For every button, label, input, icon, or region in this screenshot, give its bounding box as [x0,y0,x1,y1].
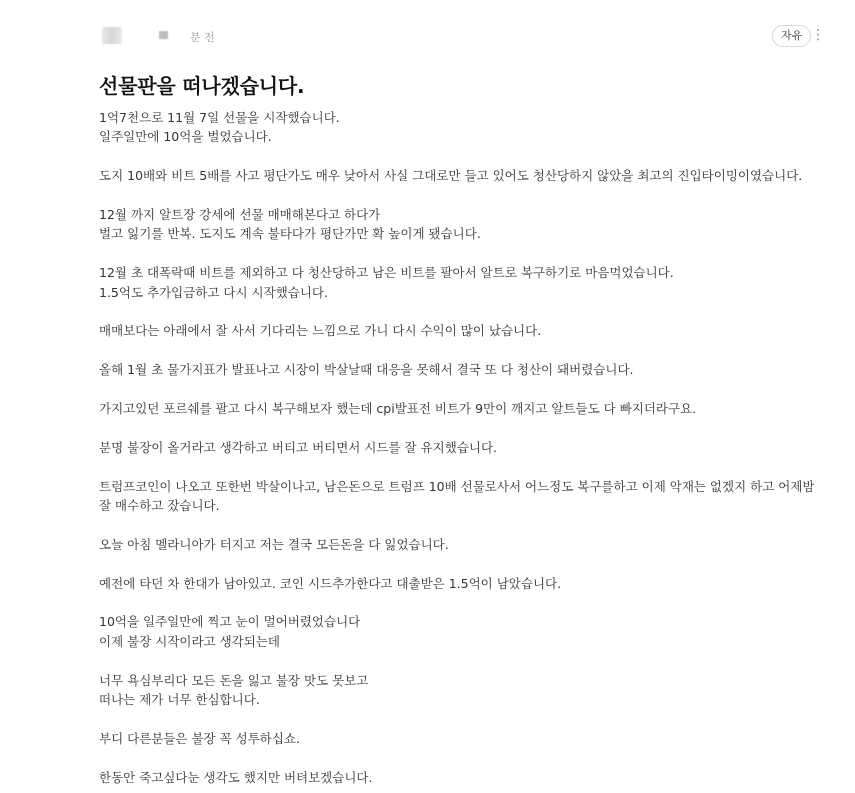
paragraph-gap [99,418,823,437]
body-line: 벌고 잃기를 반복. 도지도 계속 불타다가 평단가만 확 높이게 됐습니다. [99,226,481,242]
paragraph-gap [99,147,823,166]
body-line: 트럼프코인이 나오고 또한번 박살이나고, 남은돈으로 트럼프 10배 선물로사서 어느정도 복구를하고 이제 악재는 없겠지 하고 어제밤 잘 매수하고 잤습니다. [99,478,815,513]
paragraph-gap [99,651,823,670]
paragraph-gap [99,709,823,728]
paragraph-gap [99,515,823,534]
body-line: 1억7천으로 11월 7일 선물을 시작했습니다. [99,110,340,125]
category-tag[interactable]: 자유 [772,25,811,47]
post-header [0,0,855,60]
paragraph-gap [99,302,823,321]
body-line: 오늘 아침 멜라니아가 터지고 저는 결국 모든돈을 다 잃었습니다. [99,536,449,552]
body-line: 12월 까지 알트장 강세에 선물 매매해본다고 하다가 [99,207,381,222]
paragraph-gap [99,554,823,573]
body-line: 너무 욕심부리다 모든 돈을 잃고 불장 맛도 못보고 [99,672,369,688]
author-avatar[interactable] [102,27,122,44]
more-vertical-icon[interactable]: ⋮ [811,27,825,43]
body-line: 예전에 타던 차 한대가 남아있고. 코인 시드추가한다고 대출받은 1.5억이 남았습니다. [99,575,562,591]
paragraph-gap [99,341,823,360]
paragraph-gap [99,593,823,612]
body-line: 일주일만에 10억을 벌었습니다. [99,129,272,145]
body-line: 도지 10배와 비트 5배를 사고 평단가도 매우 낮아서 사실 그대로만 들고 있어도 청산당하지 않았을 최고의 진입타이밍이였습니다. [99,168,803,184]
body-line: 한동안 죽고싶다눈 생각도 했지만 버텨보겠습니다. [99,769,373,785]
body-line: 10억을 일주일만에 찍고 눈이 멀어버렸었습니다 [99,614,361,630]
paragraph-gap [99,244,823,263]
body-line: 12월 초 대폭락때 비트를 제외하고 다 청산당하고 남은 비트를 팔아서 알트로 복구하기로 마음먹었습니다. [99,265,674,281]
post-time: 분 전 [190,31,215,44]
author-name-blurred[interactable] [159,31,168,39]
paragraph-gap [99,186,823,205]
body-line: 부디 다른분들은 불장 꼭 성투하십쇼. [99,730,300,746]
body-line: 이제 불장 시작이라고 생각되는데 [99,633,280,649]
body-line: 분명 불장이 올거라고 생각하고 버티고 버티면서 시드를 잘 유지했습니다. [99,439,498,455]
body-line: 매매보다는 아래에서 잘 사서 기다리는 느낌으로 가니 다시 수익이 많이 났습니다. [99,323,542,339]
body-line: 떠나는 제가 너무 한심합니다. [99,692,260,707]
post-title: 선물판을 떠나겠습니다. [99,74,305,98]
paragraph-gap [99,457,823,476]
post-body [99,108,823,787]
body-line: 1.5억도 추가입금하고 다시 시작했습니다. [99,284,328,300]
paragraph-gap [99,748,823,767]
paragraph-gap [99,380,823,399]
body-line: 가지고있던 포르쉐를 팔고 다시 복구해보자 했는데 cpi발표전 비트가 9만이 깨지고 알트들도 다 빠지더라구요. [99,401,697,416]
body-line: 올해 1월 초 물가지표가 발표나고 시장이 박살날때 대응을 못해서 결국 또 다 청산이 돼버렸습니다. [99,362,634,378]
